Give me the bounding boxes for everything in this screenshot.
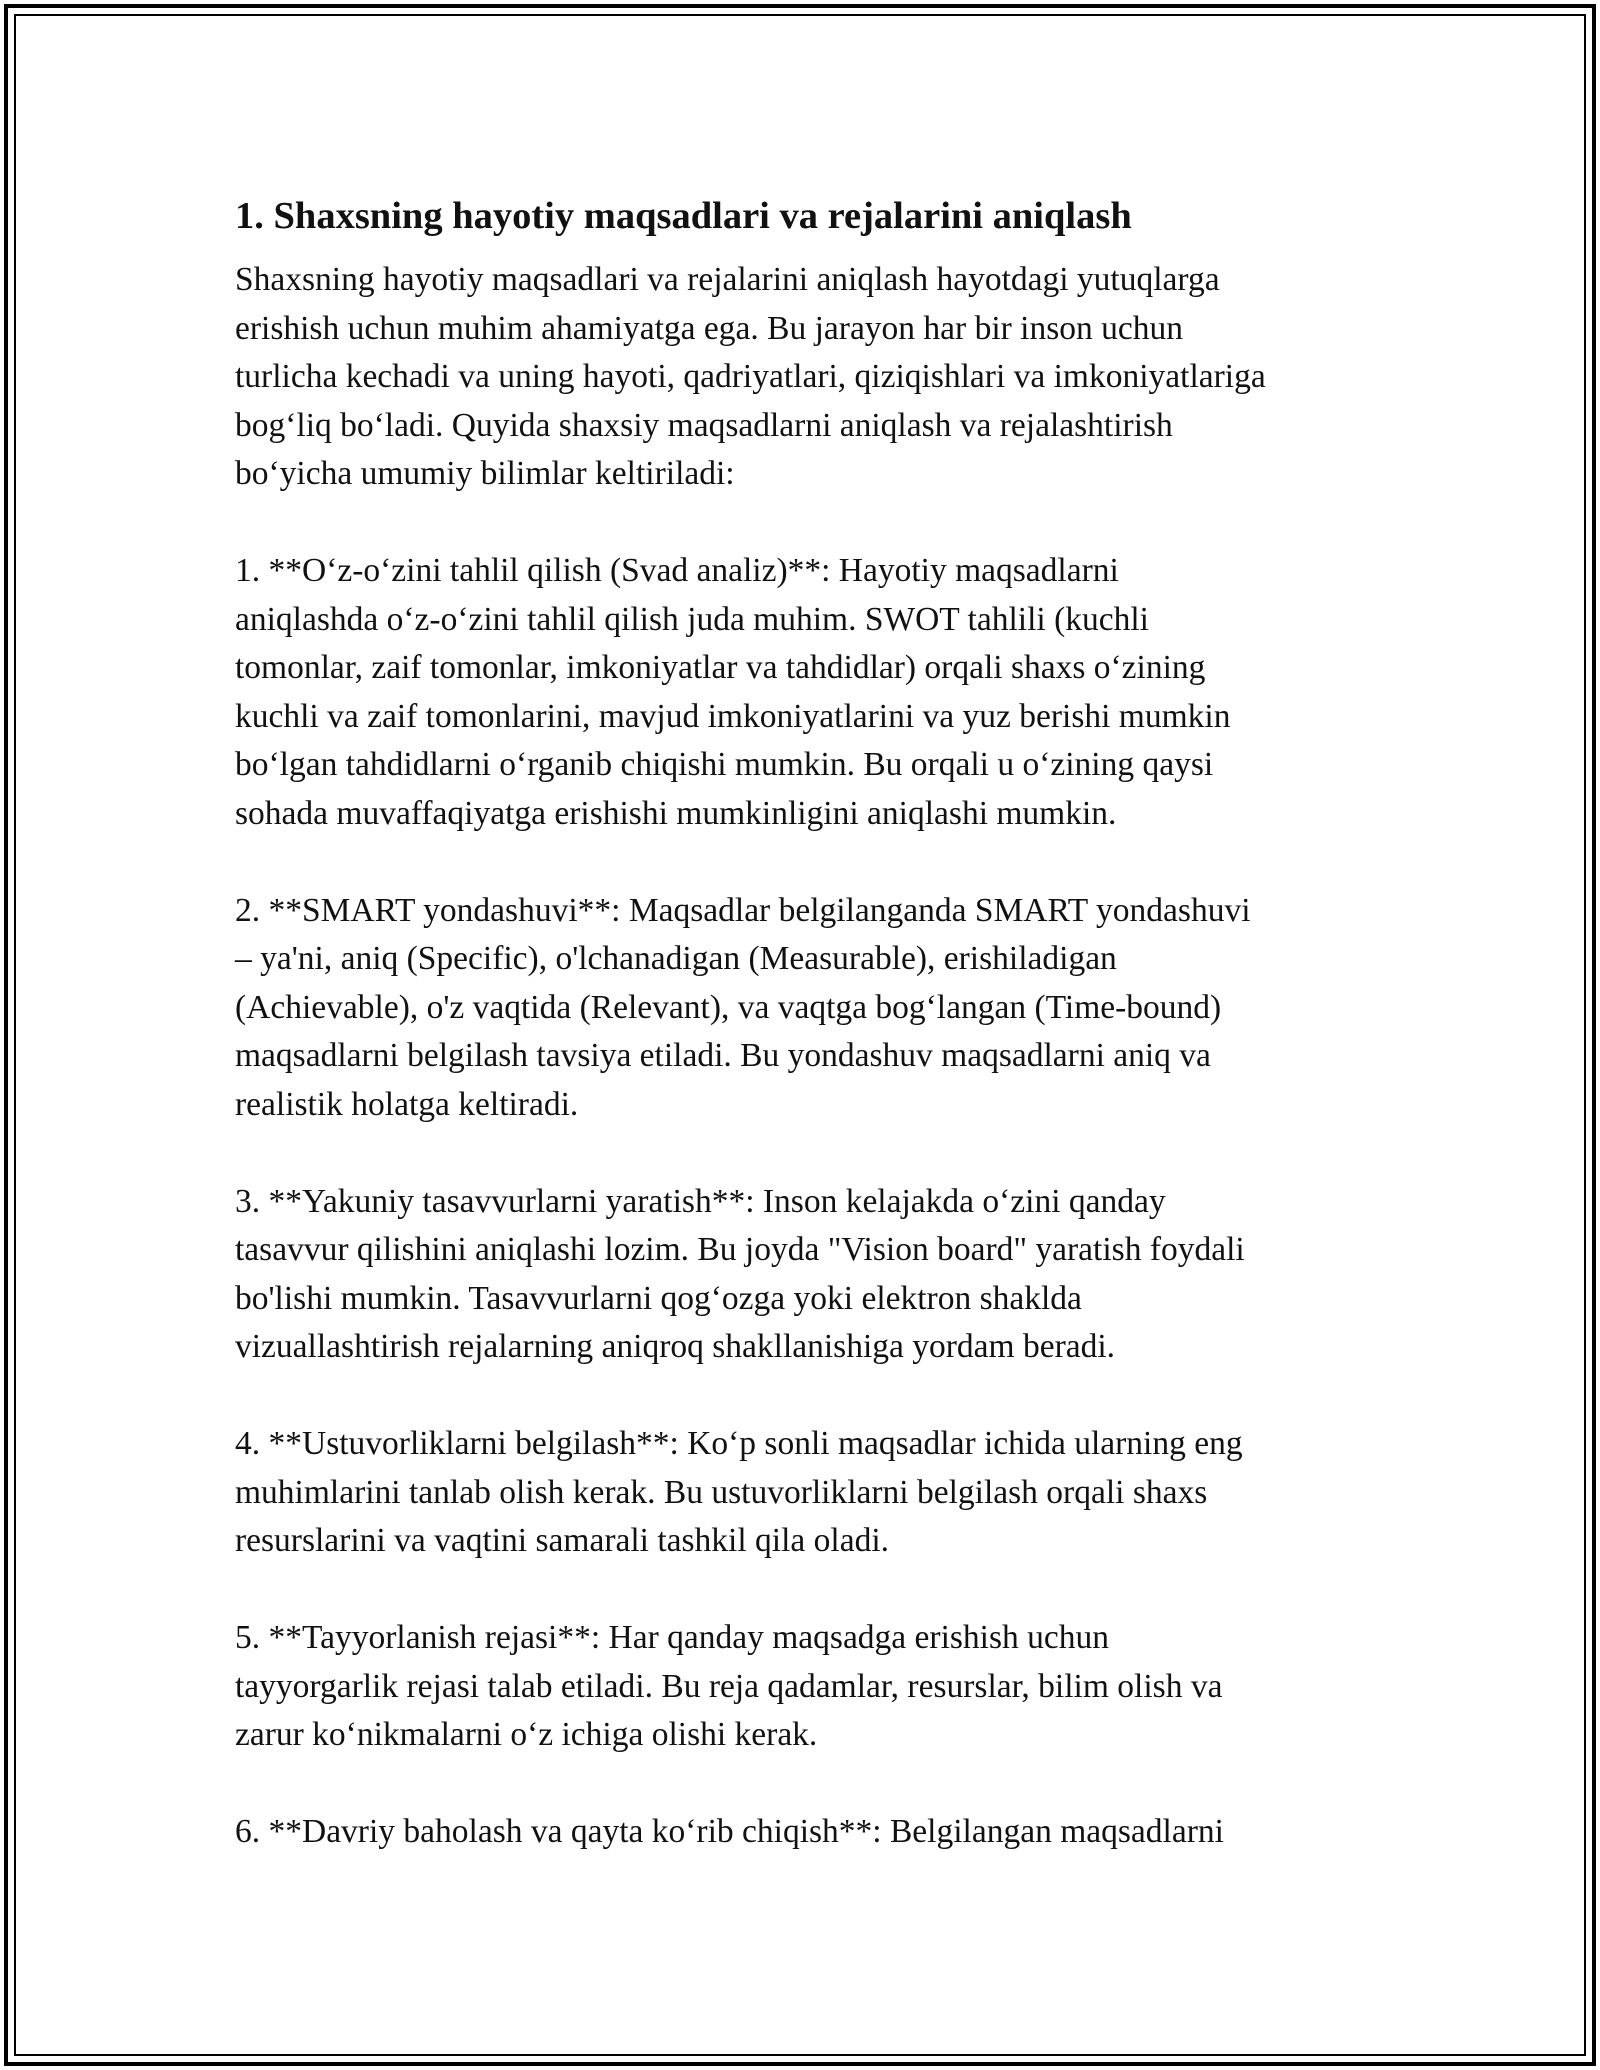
paragraph [235,256,1375,499]
text-line: 3. **Yakuniy tasavvurlarni yaratish**: Inson kelajakda o‘zini qanday [235,1182,1166,1220]
text-line: kuchli va zaif tomonlarini, mavjud imkoniyatlarini va yuz berishi mumkin [235,697,1231,735]
paragraph [235,1614,1375,1760]
paragraph [235,1178,1375,1372]
text-line: bog‘liq bo‘ladi. Quyida shaxsiy maqsadlarni aniqlash va rejalashtirish [235,406,1173,444]
text-line: bo'lishi mumkin. Tasavvurlarni qog‘ozga yoki elektron shaklda [235,1279,1082,1317]
text-line: zarur ko‘nikmalarni o‘z ichiga olishi kerak. [235,1716,818,1753]
text-line: turlicha kechadi va uning hayoti, qadriyatlari, qiziqishlari va imkoniyatlariga [235,358,1266,395]
paragraph [235,1808,1375,1857]
text-line: 6. **Davriy baholash va qayta ko‘rib chiqish**: Belgilangan maqsadlarni [235,1813,1224,1850]
text-line: 1. **O‘z-o‘zini tahlil qilish (Svad analiz)**: Hayotiy maqsadlarni [235,552,1119,589]
text-line: (Achievable), o'z vaqtida (Relevant), va vaqtga bog‘langan (Time-bound) [235,988,1222,1026]
paragraph [235,887,1375,1130]
text-line: tayyorgarlik rejasi talab etiladi. Bu reja qadamlar, resurslar, bilim olish va [235,1667,1223,1705]
text-line: 4. **Ustuvorliklarni belgilash**: Ko‘p sonli maqsadlar ichida ularning eng [235,1425,1243,1462]
document-body [235,188,1375,1905]
text-line: vizuallashtirish rejalarning aniqroq shakllanishiga yordam beradi. [235,1328,1116,1365]
section-heading: 1. Shaxsning hayotiy maqsadlari va rejalarini aniqlash [235,195,1132,237]
paragraph [235,1420,1375,1566]
text-line: muhimlarini tanlab olish kerak. Bu ustuvorliklarni belgilash orqali shaxs [235,1473,1208,1511]
text-line: bo‘lgan tahdidlarni o‘rganib chiqishi mumkin. Bu orqali u o‘zining qaysi [235,746,1214,783]
text-line: resurslarini va vaqtini samarali tashkil qila oladi. [235,1522,890,1559]
text-line: 2. **SMART yondashuvi**: Maqsadlar belgilanganda SMART yondashuvi [235,891,1251,929]
text-line: aniqlashda o‘z-o‘zini tahlil qilish juda muhim. SWOT tahlili (kuchli [235,600,1149,638]
text-line: tomonlar, zaif tomonlar, imkoniyatlar va tahdidlar) orqali shaxs o‘zining [235,649,1206,686]
text-line: tasavvur qilishini aniqlashi lozim. Bu joyda "Vision board" yaratish foydali [235,1231,1245,1268]
text-line: 5. **Tayyorlanish rejasi**: Har qanday maqsadga erishish uchun [235,1619,1110,1656]
text-line: – ya'ni, aniq (Specific), o'lchanadigan (Measurable), erishiladigan [235,940,1117,977]
paragraph [235,547,1375,838]
paragraph-list [235,256,1375,1857]
text-line: Shaxsning hayotiy maqsadlari va rejalarini aniqlash hayotdagi yutuqlarga [235,261,1220,298]
text-line: sohada muvaffaqiyatga erishishi mumkinligini aniqlashi mumkin. [235,794,1117,832]
text-line: maqsadlarni belgilash tavsiya etiladi. Bu yondashuv maqsadlarni aniq va [235,1037,1211,1074]
text-line: realistik holatga keltiradi. [235,1085,579,1123]
text-line: erishish uchun muhim ahamiyatga ega. Bu jarayon har bir inson uchun [235,309,1184,347]
text-line: bo‘yicha umumiy bilimlar keltiriladi: [235,455,735,492]
